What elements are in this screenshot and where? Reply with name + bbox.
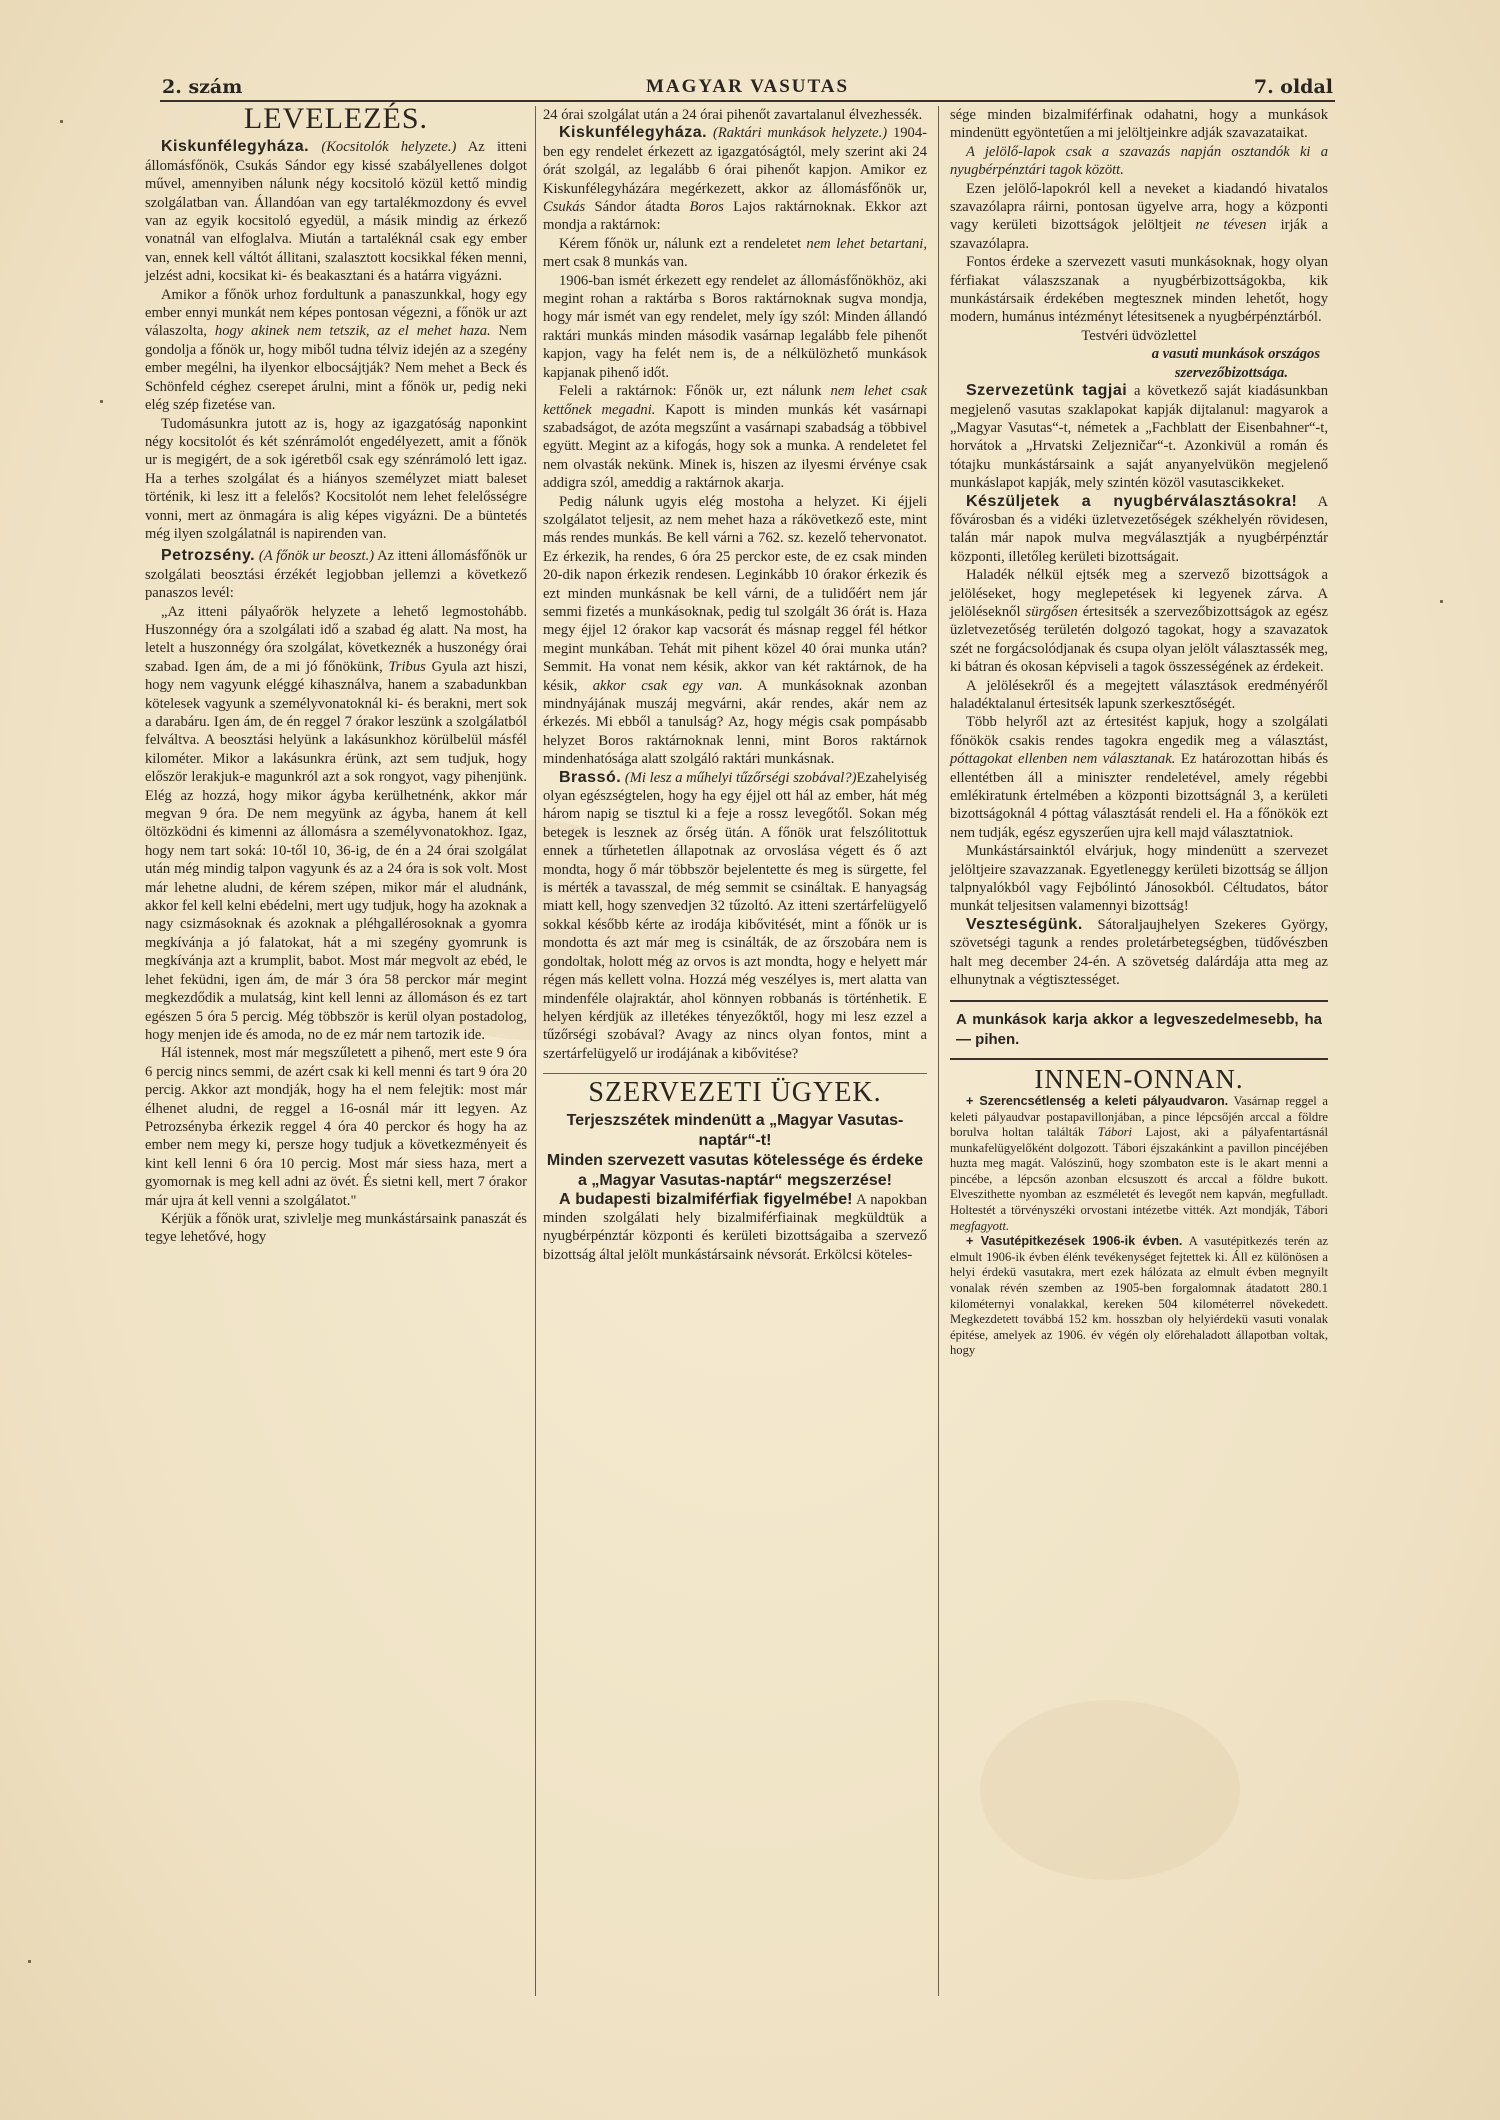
- article-paragraph: [145, 286, 527, 415]
- paragraph-text: A vasutépitkezés terén az elmult 1906-ik évben élénk tevékenységet fejtettek ki. Áll ez különösen a helyi érdekü vasutakra, mert ezek hálózata az elmult évben megnyilt vonalak révén szemben az 1905-ben forgalomnak átadatott 280.1 kilométernyi vonalakkal, kereken 504 kilométerrel növekedett. Megkezdetett továbbá 152 km. hosszban oly helyiérdekü vasuti vonalak épitése, amelyek az 1906. év végén oly előrehaladott állapotban voltak, hogy: [950, 1234, 1328, 1358]
- article-paragraph: Tudomásunkra jutott az is, hogy az igazgatóság naponkint négy kocsitolót és két szénrámolót engedélyezett, amit a főnök ur is megigért, de a sok igéretből csak egy szénrámoló lett igaz. Ha a terhes szolgálat és a hiányos személyzet miatt baleset történik, ki lesz itt a felelős? Kocsitolót nem lehet felelősségre vonni, mert az önmagára is alig képes vigyázni. De a büntetés még ilyen szolgálatnál is napirenden van.: [145, 415, 527, 542]
- newspaper-title: MAGYAR VASUTAS: [645, 76, 850, 97]
- paper-stain: [980, 1700, 1240, 1880]
- bold-headline: Minden szervezett vasutas kötelessége és érdeke a „Magyar Vasutas-naptár“ megszerzése!: [546, 1151, 924, 1189]
- emphasis-text: megfagyott.: [950, 1218, 1010, 1233]
- paragraph-text: Ez határozottan hibás és ellentétben áll a miniszter rendeletével, amely régebbi emlékiratunk értelmében a központi bizottságnál 3, a kerületi bizottságoknál 4 póttag választását rendeli el. Ha a főnökök ezt nem tudják, egész egyszerűen ujra kell majd választatniok.: [950, 751, 1328, 841]
- column-1: [145, 102, 527, 1247]
- article-paragraph: 1906-ban ismét érkezett egy rendelet az állomásfőnökhöz, aki megint rohan a raktárba s Boros raktárnoknak sugva mondja, hogy már ismét van egy rendelet, mely így szól: Minden állandó raktári munkás minden második vasárnap legalább fele pihenőt kapjon, vagy ha felét nem is, de a nélkülözhető munkások kapjanak pihenő időt.: [543, 272, 927, 381]
- paper-speck: [60, 120, 63, 123]
- paragraph-text: Több helyről azt az értesitést kapjuk, hogy a szolgálati főnökök csakis rendes tagokra engedik meg a választást,: [950, 714, 1328, 749]
- article-paragraph: [543, 1191, 927, 1265]
- paragraph-text: A napokban minden szolgálati hely bizalmiférfiainak megküldtük a nyugbérpénztár központi és kerületi bizottságaiba a szervező bizottság által jelölt munkástársaink névsorát. Erkölcsi köteles-: [543, 1191, 927, 1263]
- article-paragraph: [950, 493, 1328, 567]
- emphasis-text: póttagokat ellenben nem választanak.: [950, 751, 1176, 768]
- article-paragraph: A jelölésekről és a megejtett választások eredményéről haladéktalanul értesitsék lapunk szerkesztőségét.: [950, 677, 1328, 712]
- bold-lead: Szervezetünk tagjai: [966, 382, 1128, 400]
- emphasis-text: Tábori: [1097, 1125, 1133, 1140]
- article-subtitle: (Mi lesz a műhelyi tűzőrségi szobával?): [624, 769, 857, 786]
- bold-lead: A budapesti bizalmiférfiak figyelmébe!: [559, 1190, 853, 1208]
- emphasis-text: nem lehet csak kettőnek megadni.: [543, 383, 927, 418]
- signature-line: a vasuti munkások országos: [1151, 346, 1320, 363]
- article-paragraph: 24 órai szolgálat után a 24 órai pihenőt zavartalanul élvezhessék.: [543, 107, 923, 123]
- paragraph-text: Az itteni állomásfőnök, Csukás Sándor egy kissé szabályellenes dolgot művel, amennyiben nálunk négy kocsitoló közül kettő mindig szolgálatban van. Állandóan van egy tartalékmozdony és evvel van az egyik kocsitoló egyedül, a másik mindig az érkező vonatnál van elfoglalva. Miután a tartaléknál csak egy ember van, ennek kell váltót állitani, szalasztott kocsikkal féken menni, jelzést adni, kocsikat ki- és beakasztani és a határra vigyázni.: [145, 139, 527, 285]
- article-paragraph: [543, 493, 927, 769]
- column-2: [543, 106, 927, 1264]
- paragraph-text: A munkásoknak azonban mindnyájának muszáj megvárni, akár rendes, akár nem az érkezés. Mi ebből a tanulság? Az, hogy mégis csak pompásabb helyzet Boros raktárnoknak lenni, mint Boros raktárnok mindenhatósága alatt szolgáló raktári munkásnak.: [543, 677, 928, 768]
- bold-headline: Terjeszszétek mindenütt a „Magyar Vasutas-naptár“-t!: [566, 1111, 904, 1149]
- page-number: 7. oldal: [1253, 76, 1333, 98]
- paragraph-text: Amikor a főnök urhoz fordultunk a panaszunkkal, hogy egy ember ennyi munkát nem képes pontosan végezni, a főnök ur azt válaszolta,: [145, 286, 527, 340]
- paragraph-text: Ezahelyiség olyan egészségtelen, hogy ha egy éjjel ott hál az ember, hát még három napig se tisztul ki a feje a rossz levegőtől. Sokan még betegek is lesznek az őrség ütán. A főnök urat felszólitottuk ennek a tűrhetetlen állapotnak az orvoslása végett és ő azt mondta, hogy ő már többször bejelentette és meg is sürgette, fel is mérték a tavasszal, de még semmit se csináltak. E hanyagság miatt kell, hogy szenvedjen 32 tűzoltó. Az itteni szertárfelügyelő sokkal később kérte az irodája kibővitését, mint a főnök ur is mondotta és azt már meg is csinálták, de az őrszobára nem is gondoltak, holott még az orvos is azt mondta, hogy e helyett már régen más kellett volna. Hozzá még veszélyes is, mert alatta van mindenféle olajraktár, ahol könnyen robbanás is történhetik. E helyen kérdjük az illetékes tényezőktől, hogy mi lesz ezzel a tűzőrségi szobával? Avagy az nincs olyan fontos, mint a szertárfelügyelő ur irodájának a kibővitése?: [543, 769, 927, 1062]
- news-item: [950, 1234, 1328, 1359]
- signature-line: szervezőbizottsága.: [1174, 364, 1288, 381]
- emphasis-text: sürgősen: [1025, 603, 1078, 620]
- greeting: Testvéri üdvözlettel: [1081, 327, 1197, 344]
- signature: [950, 364, 1328, 382]
- article-paragraph: [950, 566, 1328, 676]
- article-paragraph: [950, 916, 1328, 990]
- article-paragraph: [950, 143, 1328, 180]
- news-headline: + Szerencsétlenség a keleti pályaudvaron.: [966, 1093, 1229, 1108]
- column-divider: [535, 106, 536, 1996]
- article-paragraph: [543, 235, 927, 272]
- section-title-szervezeti-ugyek: SZERVEZETI ÜGYEK.: [543, 1073, 927, 1102]
- article-paragraph: Fontos érdeke a szervezett vasuti munkásoknak, hogy olyan férfiakat válaszszanak a nyugbérbizottságokba, kik munkástársaik érdekében megtesznek minden lehetőt, hogy modern, humánus intézményt létesitsenek a nyugbérpénztárból.: [950, 254, 1328, 326]
- article-paragraph: [543, 382, 927, 492]
- paragraph-text: „Az itteni pályaőrök helyzete a lehető legmostohább. Huszonnégy óra a szolgálati idő a szabad ég alatt. Na most, ha letelt a huszonnégy óra szolgálat, következnék a huszonégy órai szabad. Igen ám, de a mi jó főnökünk,: [145, 603, 527, 675]
- section-title-innen-onnan: INNEN-ONNAN.: [1034, 1063, 1244, 1094]
- paragraph-text: Sándor átadta: [585, 199, 690, 216]
- article-paragraph: Hál istennek, most már megszűletett a pihenő, mert este 9 óra 6 percig nincs semmi, de azért csak ki kell menni és tart 9 óra 20 percig. Akkor azt mondják, hogy ha el nem felejtik: most már élhenet aludni, de reggel a 16-osnál már itt legyen. Az Petrozsényba érkezik reggel 4 óra 40 perckor és hogy ha az ember nem megy ki, persze hogy tudjuk a következményeit és kint kell lenni 6 óra 10 percig. Most már siess haza, mert a gyomornak is meg kell adni az övét. És sietni kell, mert 7 órakor már ujra át kell venni a szolgálatot.": [145, 1045, 527, 1209]
- paragraph-text: Nem gondolja a főnök ur, hogy miből tudna télviz idején az a szegény ember megélni, ha ilyenkor elbocsájtják? Nem mehet a Beck és Schönfeld céghez cserepet árulni, mint a főnök ur, pedig neki elég szép fizetése van.: [145, 323, 527, 414]
- paragraph-text: Kérem főnök ur, nálunk ezt a rendeletet: [559, 235, 807, 252]
- paper-speck: [1440, 600, 1443, 603]
- issue-number: 2. szám: [162, 76, 243, 98]
- page-header: [160, 74, 1335, 102]
- signature: [950, 345, 1328, 363]
- article-paragraph: [950, 180, 1328, 254]
- emphasis-text: ne tévesen: [1195, 217, 1267, 234]
- boxed-quote: A munkások karja akkor a legveszedelmesebb, ha — pihen.: [950, 1000, 1328, 1060]
- emphasis-text: Csukás: [543, 199, 586, 216]
- article-subtitle: (A főnök ur beoszt.): [258, 548, 375, 565]
- article-place: Brassó.: [559, 768, 622, 786]
- emphasis-text: Tribus: [388, 658, 426, 675]
- news-item: [950, 1094, 1328, 1234]
- article-paragraph: [950, 713, 1328, 842]
- article-paragraph: Kérjük a főnök urat, szivlelje meg munkástársaink panaszát és tegye lehetővé, hogy: [145, 1210, 527, 1246]
- paper-speck: [100, 400, 103, 403]
- article-paragraph: Munkástársainktól elvárjuk, hogy mindenütt a szervezet jelöltjeire szavazzanak. Egyetleneggy kerületi bizottság se álljon talpnyalókból vagy Fejbólintó Jánosokból. Céltudatos, bátor munkát teljesitsen valamennyi bizottság!: [950, 843, 1328, 915]
- paragraph-text: Vasárnap reggel a keleti pályaudvar postapavillonjában, a pince lépcsőjén arccal a földre borulva holtan találták: [950, 1093, 1328, 1140]
- news-headline: + Vasutépitkezések 1906-ik évben.: [966, 1234, 1183, 1249]
- paragraph-text: irják a szavazólapra.: [950, 217, 1328, 252]
- article-place: Petrozsény.: [161, 547, 256, 565]
- column-divider: [938, 106, 939, 1996]
- article-paragraph: sége minden bizalmiférfinak odahatni, hogy a munkások mindenütt egyöntetűen a mi jelöltjeinkre adják szavazataikat.: [950, 107, 1328, 142]
- paragraph-text: a következő saját kiadásunkban megjelenő vasutas szaklapokat kapják dijtalanul: magyarok a „Magyar Vasutas“-t, németek a „Fachblatt der Eisenbahner“-t, horvátok a „Hrvatski Zeljezničar“-t. Azonkivül a román és tótajku munkástársaink a saját anyanyelvükön megjelenő munkáslapot kapják, mely szintén közöl vasutascikkeket.: [950, 383, 1329, 492]
- paragraph-text: Az itteni állomásfőnök ur szolgálati beosztási érzékét legjobban jellemzi a következő panaszos levél:: [145, 548, 527, 602]
- paper-speck: [28, 1960, 31, 1963]
- paragraph-text: Gyula azt hiszi, hogy nem vagyunk eléggé kihasználva, hanem a szabadunkban kötelesek vagyunk a személyvonatoknál ki- és berakni, mert sok a darabáru. Igen ám, de én reggel 7 órakor leszünk a szolgálatból felváltva. A beosztási helyünk a lakásunkhoz körülbelül másfél kilométer. Mikor a lakásunkra érünk, azt sem tudjuk, hogy először lerakjuk-e magunkról azt a sok rongyot, vagy pihenjünk. Elég az hozzá, hogy mikor ágyba kerülhetnénk, akkor már megvan 9 óra. De nem megyünk az ágyba, hanem át kell öltözködni és kimenni az állomásra a személyvonatokhoz. Igaz, hogy nem tart soká: 10-től 10, 36-ig, de én a 24 órai szolgálat után még mindig talpon vagyunk és az a 24 óra is sok volt. Most már lehetne aludni, de kérem szépen, mikor már el aludnánk, akkor fel kell kelni ebédelni, mert ugy tudjuk, hogy ha azoknak a nagy csizmásoknak és azoknak a pléhgallérosoknak a gyomra megkívánja a jó falatokat, hát a mi szegény gyomrunk is megkívánja azt a krumplit, babot. Most már megvolt az ebéd, le lehet feküdni, igen ám, de már 3 óra 58 perckor már megint megkezdődik a mulatság, kint kell lenni az állomáson és ez tart egészen 5 óra 5 percig. Még többször is kerül olyan postadolog, hogy menjen ide és amoda, no de ez már nem tartozik ide.: [145, 658, 527, 1043]
- section-title-levelezes: LEVELEZÉS.: [243, 102, 429, 135]
- bold-lead: Készüljetek a nyugbérválasztásokra!: [966, 492, 1298, 510]
- paragraph-text: 1904-ben egy rendelet érkezett az igazgatóságtól, mely szerint aki 24 órát szolgál, az legalább 6 órai pihenőt kapjon. Amikor ez Kiskunfélegyházára megérkezett, akkor az állomásfőnök ur,: [543, 125, 928, 197]
- article-subtitle: (Raktári munkások helyzete.): [712, 125, 888, 142]
- emphasis-text: nem lehet betartani,: [806, 235, 927, 252]
- paragraph-text: Sátoraljaujhelyen Szekeres György, szövetségi tagunk a rendes proletárbetegségben, tüdővészben halt meg december 24-én. A szövetség dalárdája atta meg az elhunytnak a végtisztességet.: [950, 916, 1328, 989]
- emphasis-text: A jelölő-lapok csak a szavazás napján osztandók ki a nyugbérpénztári tagok között.: [950, 143, 1328, 179]
- paragraph-text: Lajos raktárnoknak. Ekkor azt mondja a raktárnok:: [543, 199, 927, 234]
- paragraph-text: A fővárosban és a vidéki üzletvezetőségek székhelyén rövidesen, talán már napok mulva megválasztják a nyugbérpénztár központi, illetőleg kerületi bizottságait.: [950, 493, 1329, 565]
- paragraph-text: Pedig nálunk ugyis elég mostoha a helyzet. Ki éjjeli szolgálatot teljesit, az nem mehet haza a rákövetkező este, mint más rendes munkás. Be kell várni a 762. sz. kezelő tehervonatot. Ez érkezik, ha rendes, 6 óra 25 perckor este, de ez csak minden 20-dik napon érkezik rendesen. Leginkább 10 órakor érkezik és ezt minden munkásnak be kell várni, de a tulidőért nem jár semmi fizetés a munkásoknak, pedig tul szolgált 36 órát is. Haza megy éjjel 12 órakor kap vacsorát és másnap reggel fél hétkor megint munkában. Tehát mit pihent közel 40 órai munka után? Semmit. Ha vonat nem késik, akkor van két raktárnok, de ha késik,: [543, 493, 927, 694]
- article-paragraph: [543, 769, 927, 1064]
- paragraph-text: Kapott is minden munkás két vasárnapi szabadságot, de azóta megszűnt a vasárnapi szabadság a többivel együtt. Megint az a kifogás, hogy sok a munka. A rendeletet fel nem olvasták nekünk. Minek is, hiszen az ilyesmi érvénye csak addigra szól, ameddig a raktárnok akarja.: [543, 401, 928, 492]
- paragraph-text: mert csak 8 munkás van.: [543, 254, 688, 271]
- article-paragraph: [145, 547, 527, 602]
- article-place: Kiskunfélegyháza.: [559, 124, 708, 142]
- column-3: [950, 106, 1328, 1359]
- article-paragraph: [145, 603, 527, 1045]
- emphasis-text: Boros: [689, 199, 724, 216]
- paragraph-text: Ezen jelölő-lapokról kell a neveket a kiadandó hivatalos szavazólapra ráirni, pontosan ügyelve arra, hogy a központi vagy kerületi bizottságok jelöltjeit: [950, 180, 1328, 234]
- bold-lead: Veszteségünk.: [966, 915, 1083, 933]
- emphasis-text: hogy akinek nem tetszik, az el mehet haza.: [214, 323, 491, 340]
- paragraph-text: értesitsék a szervezőbizottságok az egész üzletvezetőség területén dolgozó tagokat, hogy a szavazatok szét ne forgácsolódjanak és csupa olyan jelölt választassék meg, ki bátran és okosan képviseli a tagok összességének az érdekeit.: [950, 603, 1328, 676]
- paragraph-text: Lajost, aki a pályafentartásnál munkafelügyelőként dolgozott. Tábori éjszakánkint a pavillon pincéjében huzta meg magát. Valószinű, hogy szombaton este is le akart menni a pincébe, a lépcsőn azonban elcsuszott és arccal a földre bukott. Elveszithette nyomban az eszméletét és levegőt nem kapván, megfulladt. Holtestét a törvényszéki orvostani intézetbe vitték. Azt mondják, Tábori: [950, 1125, 1328, 1218]
- paragraph-text: Haladék nélkül ejtsék meg a szervező bizottságok a jelöléseket, hogy meglepetések ki legyenek zárva. A jelöléseknől: [950, 567, 1328, 620]
- article-paragraph: [543, 124, 927, 234]
- article-subtitle: (Kocsitolók helyzete.): [321, 139, 457, 156]
- article-paragraph: [950, 382, 1328, 492]
- article-place: Kiskunfélegyháza.: [161, 138, 310, 156]
- article-paragraph: [145, 138, 527, 285]
- emphasis-text: akkor csak egy van.: [592, 677, 743, 694]
- paragraph-text: Feleli a raktárnok: Főnök ur, ezt nálunk: [559, 383, 831, 400]
